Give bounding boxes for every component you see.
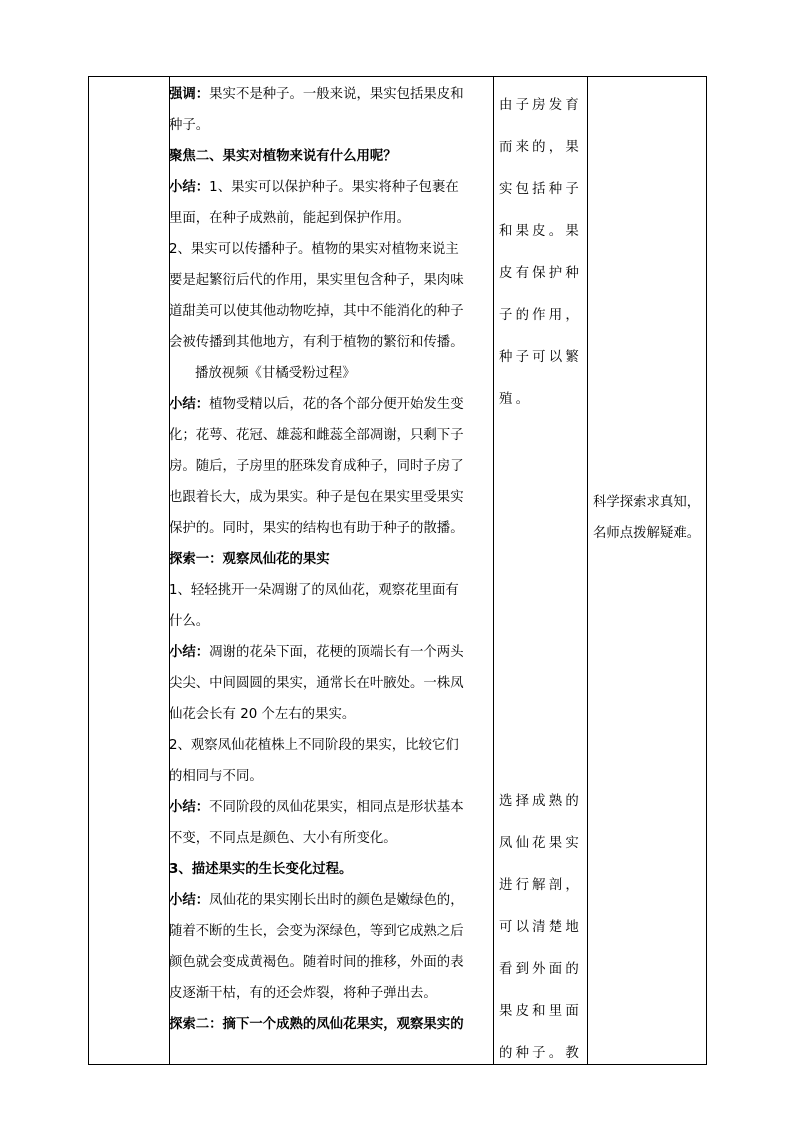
content-line bbox=[169, 606, 485, 637]
note-line: 选择成熟的 bbox=[499, 794, 582, 809]
content-line bbox=[169, 730, 485, 761]
content-line-text: 要是起繁衍后代的作用，果实里包含种子，果肉味 bbox=[169, 273, 464, 288]
content-line-bold: 聚焦二、果实对植物来说有什么用呢？ bbox=[169, 149, 397, 164]
design-intent-top bbox=[499, 85, 585, 421]
content-line-text: 1、轻轻挑开一朵凋谢了的凤仙花，观察花里面有 bbox=[169, 583, 459, 598]
note-line: 看到外面的 bbox=[499, 962, 582, 977]
content-line-text: 凤仙花的果实刚长出时的颜色是嫩绿色的， bbox=[209, 893, 464, 908]
note-line: 果皮和里面 bbox=[499, 1004, 582, 1019]
content-line-bold: 探索一：观察凤仙花的果实 bbox=[169, 552, 330, 567]
content-line-text: 不同阶段的凤仙花果实，相同点是形状基本 bbox=[209, 800, 464, 815]
content-line bbox=[169, 420, 485, 451]
design-intent-bottom bbox=[499, 781, 585, 1075]
column-divider bbox=[587, 77, 588, 1064]
content-line bbox=[169, 1009, 485, 1040]
content-line bbox=[169, 668, 485, 699]
content-line bbox=[169, 947, 485, 978]
content-line-text: 2、观察凤仙花植株上不同阶段的果实，比较它们 bbox=[169, 738, 459, 753]
note-line: 种子可以繁 bbox=[499, 350, 582, 365]
content-line bbox=[169, 265, 485, 296]
content-line bbox=[169, 172, 485, 203]
content-line-text: 植物受精以后，花的各个部分便开始发生变 bbox=[209, 397, 464, 412]
note-line: 可以清楚地 bbox=[499, 920, 582, 935]
content-line-text: 播放视频《甘橘受粉过程》 bbox=[195, 366, 356, 381]
content-line-text: 果实不是种子。一般来说，果实包括果皮和 bbox=[209, 87, 464, 102]
content-line-text: 道甜美可以使其他动物吃掉，其中不能消化的种子 bbox=[169, 304, 464, 319]
note-line: 进行解剖， bbox=[499, 878, 582, 893]
content-line-text: 皮逐渐干枯，有的还会炸裂，将种子弹出去。 bbox=[169, 986, 437, 1001]
content-line bbox=[169, 234, 485, 265]
note-line: 而来的，果 bbox=[499, 140, 582, 155]
content-line bbox=[169, 699, 485, 730]
note-line: 和果皮。果 bbox=[499, 224, 582, 239]
content-line bbox=[169, 358, 485, 389]
content-line-bold: 小结： bbox=[169, 893, 210, 908]
content-line bbox=[169, 854, 485, 885]
note-line: 的种子。教 bbox=[499, 1046, 582, 1061]
content-line-text: 房。随后，子房里的胚珠发育成种子，同时子房了 bbox=[169, 459, 464, 474]
content-line bbox=[169, 451, 485, 482]
content-line bbox=[169, 203, 485, 234]
content-line bbox=[169, 761, 485, 792]
lesson-table bbox=[88, 76, 707, 1065]
content-line bbox=[169, 296, 485, 327]
content-line bbox=[169, 978, 485, 1009]
note-line: 由子房发育 bbox=[499, 98, 582, 113]
content-line bbox=[169, 575, 485, 606]
content-line-text: 种子。 bbox=[169, 118, 210, 133]
content-line bbox=[169, 513, 485, 544]
content-line-bold: 小结： bbox=[169, 800, 210, 815]
content-line bbox=[169, 823, 485, 854]
content-line bbox=[169, 637, 485, 668]
content-line bbox=[169, 141, 485, 172]
content-line-text: 不变，不同点是颜色、大小有所变化。 bbox=[169, 831, 397, 846]
content-line bbox=[169, 327, 485, 358]
content-line-text: 会被传播到其他地方，有利于植物的繁衍和传播。 bbox=[169, 335, 464, 350]
content-line-text: 的相同与不同。 bbox=[169, 769, 263, 784]
content-line-text: 1、果实可以保护种子。果实将种子包裹在 bbox=[209, 180, 459, 195]
content-line-text: 里面，在种子成熟前，能起到保护作用。 bbox=[169, 211, 411, 226]
content-line-text: 化；花萼、花冠、雄蕊和雌蕊全部凋谢，只剩下子 bbox=[169, 428, 464, 443]
note-line: 殖。 bbox=[499, 392, 533, 407]
content-line bbox=[169, 885, 485, 916]
content-line-bold: 小结： bbox=[169, 180, 210, 195]
content-line bbox=[169, 110, 485, 141]
content-line-text: 也跟着长大，成为果实。种子是包在果实里受果实 bbox=[169, 490, 464, 505]
content-line-text: 保护的。同时，果实的结构也有助于种子的散播。 bbox=[169, 521, 464, 536]
content-line bbox=[169, 482, 485, 513]
content-line-bold: 强调： bbox=[169, 87, 210, 102]
content-line-bold: 小结： bbox=[169, 645, 210, 660]
content-line bbox=[169, 389, 485, 420]
note-line: 子的作用， bbox=[499, 308, 582, 323]
content-line-text: 随着不断的生长，会变为深绿色，等到它成熟之后 bbox=[169, 924, 464, 939]
content-line-text: 尖尖、中间圆圆的果实，通常长在叶腋处。一株凤 bbox=[169, 676, 464, 691]
teacher-notes-column bbox=[593, 487, 705, 549]
note-line: 皮有保护种 bbox=[499, 266, 582, 281]
teaching-content-column bbox=[169, 79, 485, 1040]
content-line-text: 2、果实可以传播种子。植物的果实对植物来说主 bbox=[169, 242, 459, 257]
content-line bbox=[169, 544, 485, 575]
note-line: 科学探索求真知， bbox=[593, 495, 701, 510]
content-line-text: 颜色就会变成黄褐色。随着时间的推移，外面的表 bbox=[169, 955, 464, 970]
note-line: 名师点拨解疑难。 bbox=[593, 526, 701, 541]
content-line-bold: 探索二：摘下一个成熟的凤仙花果实，观察果实的 bbox=[169, 1017, 464, 1032]
content-line bbox=[169, 792, 485, 823]
content-line-text: 什么。 bbox=[169, 614, 210, 629]
column-divider bbox=[493, 77, 494, 1064]
note-line: 凤仙花果实 bbox=[499, 836, 582, 851]
content-line-text: 仙花会长有 20 个左右的果实。 bbox=[169, 707, 356, 722]
note-line: 实包括种子 bbox=[499, 182, 582, 197]
content-line-text: 凋谢的花朵下面，花梗的顶端长有一个两头 bbox=[209, 645, 464, 660]
content-line-bold: 3、描述果实的生长变化过程。 bbox=[169, 862, 353, 877]
content-line bbox=[169, 916, 485, 947]
content-line-bold: 小结： bbox=[169, 397, 210, 412]
content-line bbox=[169, 79, 485, 110]
